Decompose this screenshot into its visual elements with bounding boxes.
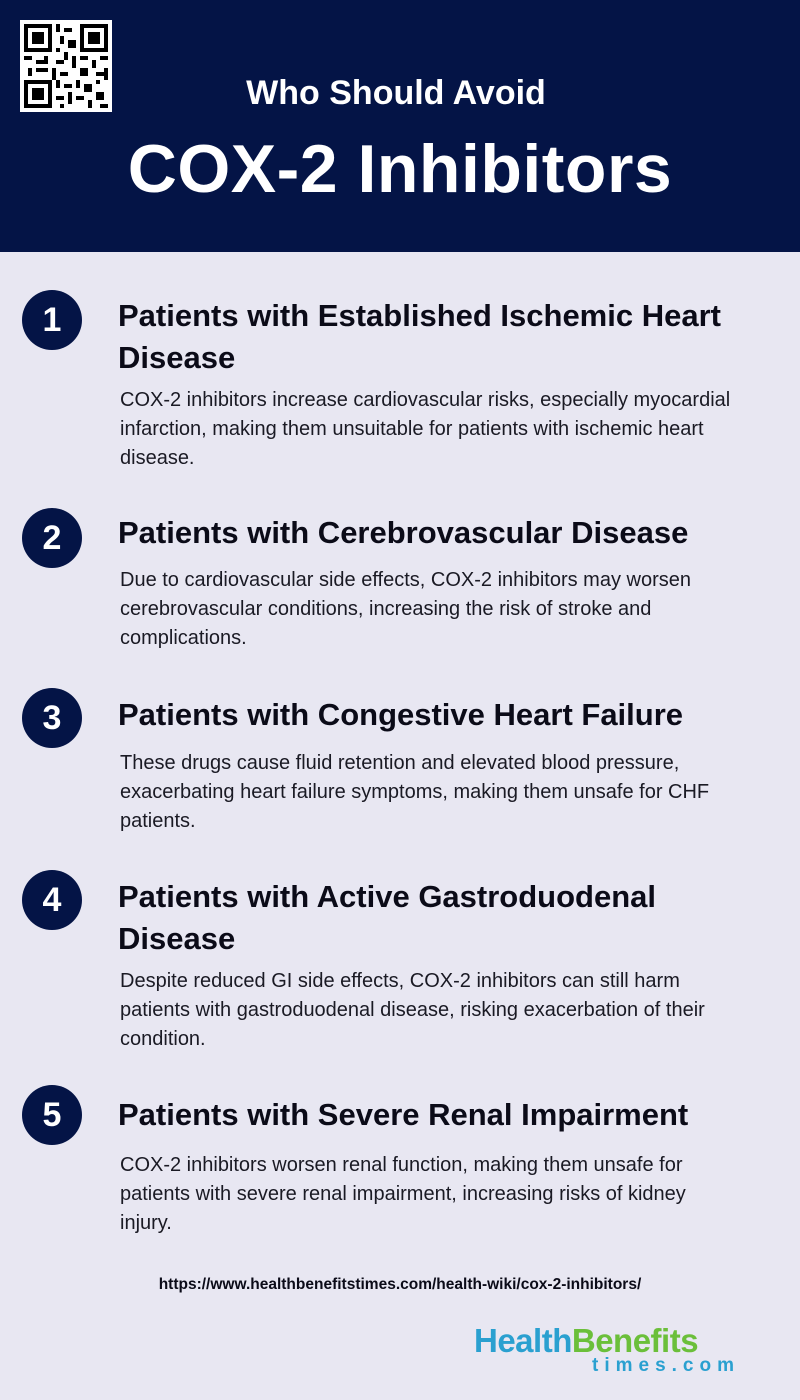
item-description: COX-2 inhibitors increase cardiovascular risks, especially myocardial infarction, making them unsuitable for patients with ischemic heart disease. (120, 389, 731, 469)
item-heading: Patients with Congestive Heart Failure (118, 697, 684, 732)
logo-subtext: times.com (592, 1355, 740, 1376)
item-number-badge: 5 (22, 1085, 82, 1145)
item-description: These drugs cause fluid retention and elevated blood pressure, exacerbating heart failure symptoms, making them unsafe for CHF patients. (120, 752, 710, 832)
logo-part-health: Health (474, 1322, 572, 1359)
item-number-badge: 1 (22, 290, 82, 350)
item-number-badge: 4 (22, 870, 82, 930)
page-title: COX-2 Inhibitors (127, 131, 673, 207)
header-subtitle: Who Should Avoid (246, 74, 546, 112)
source-url-link[interactable]: https://www.healthbenefitstimes.com/health-wiki/cox-2-inhibitors/ (158, 1276, 642, 1293)
item-heading: Patients with Established Ischemic Heart Disease (118, 298, 721, 375)
brand-logo (474, 1322, 744, 1382)
item-heading: Patients with Severe Renal Impairment (118, 1097, 689, 1132)
header-banner (0, 0, 800, 252)
logo-part-benefits: Benefits (571, 1322, 699, 1359)
item-description: COX-2 inhibitors worsen renal function, making them unsafe for patients with severe renal impairment, increasing risks of kidney injury. (120, 1154, 686, 1234)
item-heading: Patients with Cerebrovascular Disease (118, 515, 689, 550)
item-description: Due to cardiovascular side effects, COX-2 inhibitors may worsen cerebrovascular conditions, increasing the risk of stroke and complications. (120, 569, 691, 649)
item-number-badge: 2 (22, 508, 82, 568)
item-heading: Patients with Active Gastroduodenal Disease (118, 879, 657, 956)
item-number-badge: 3 (22, 688, 82, 748)
item-description: Despite reduced GI side effects, COX-2 inhibitors can still harm patients with gastroduodenal disease, risking exacerbation of their condition. (120, 970, 705, 1050)
